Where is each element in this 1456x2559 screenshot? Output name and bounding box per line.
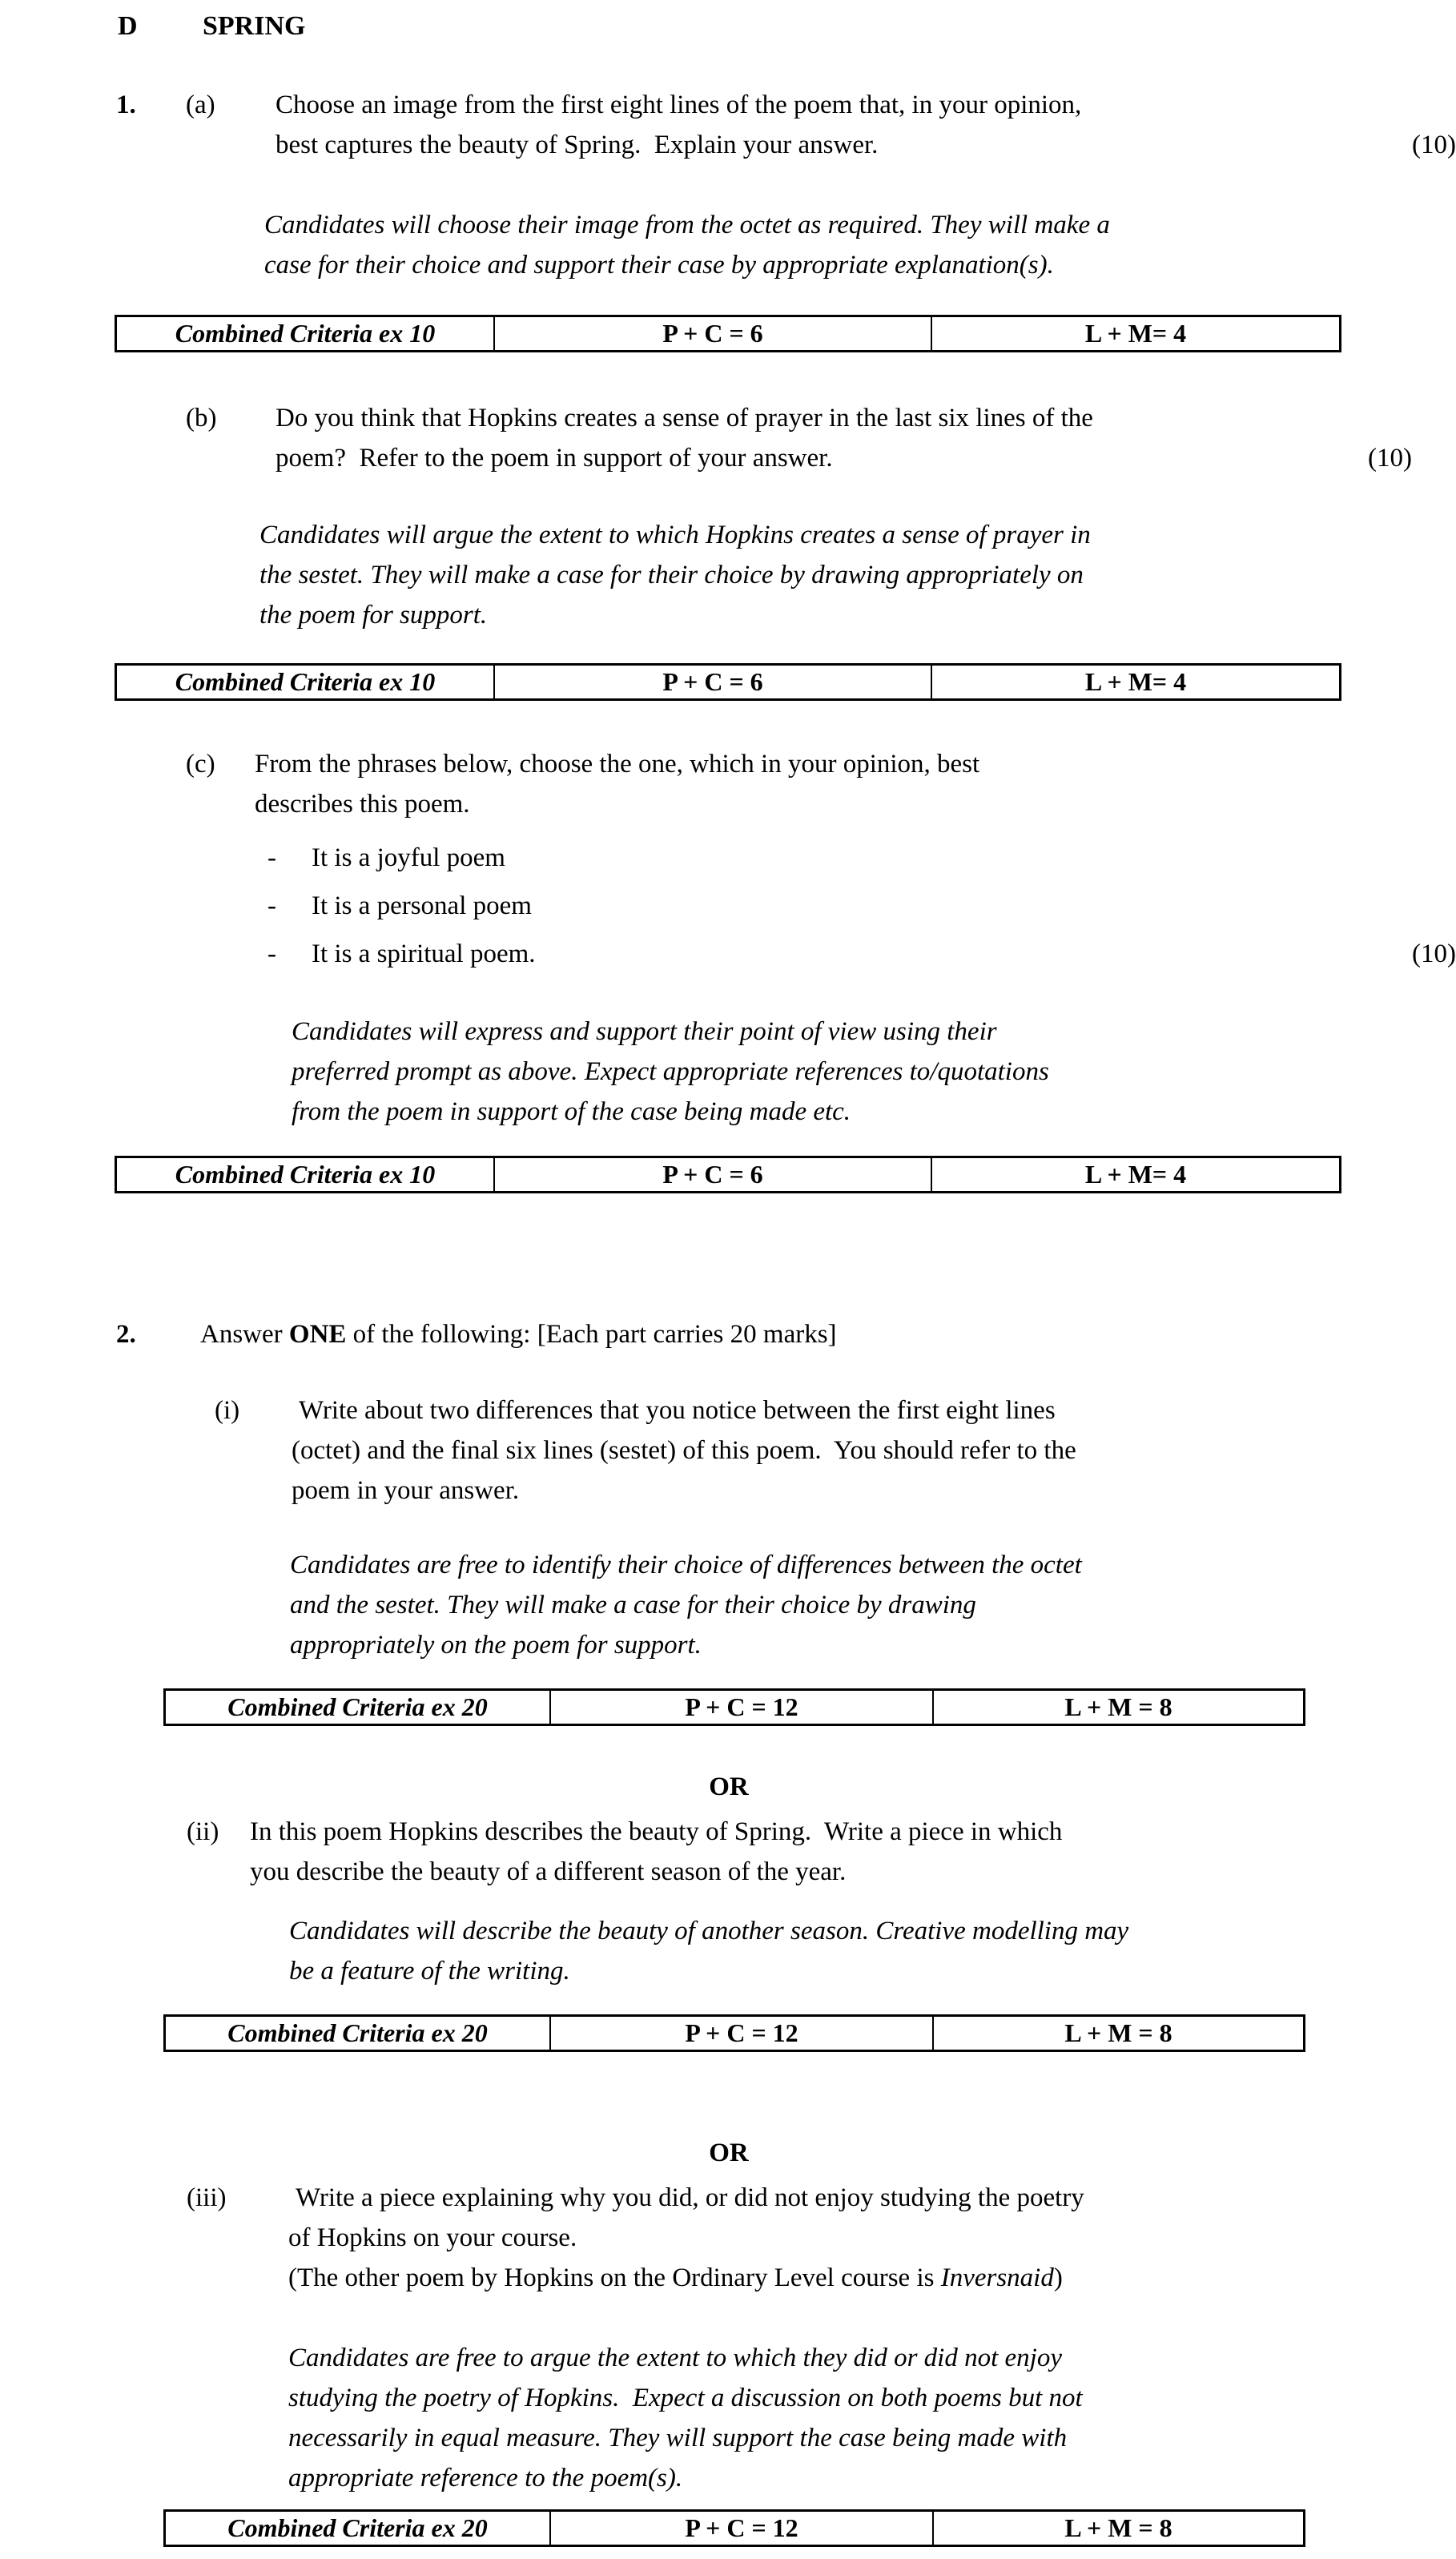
pc-cell: P + C = 12 <box>549 2512 932 2545</box>
guidance-line: from the poem in support of the case being made etc. <box>292 1097 851 1126</box>
dash-bullet: - <box>267 940 276 968</box>
question-intro: Answer ONE of the following: [Each part carries 20 marks] <box>200 1320 837 1349</box>
section-title-row <box>118 6 1456 46</box>
question-label-iii: (iii) <box>187 2183 227 2212</box>
question-line: describes this poem. <box>255 790 470 819</box>
question-line: best captures the beauty of Spring. Explain your answer. (10) <box>276 125 1456 165</box>
question-line: (octet) and the final six lines (sestet) of this poem. You should refer to the <box>292 1436 1076 1465</box>
question-line: In this poem Hopkins describes the beauty of Spring. Write a piece in which <box>250 1817 1063 1846</box>
guidance-2iii <box>288 2338 1456 2498</box>
criteria-cell: Combined Criteria ex 20 <box>227 2018 488 2047</box>
question-1c <box>186 744 1456 982</box>
guidance-line: preferred prompt as above. Expect appropriate references to/quotations <box>292 1057 1049 1086</box>
marks-badge: (10) <box>1368 444 1412 473</box>
question-line: From the phrases below, choose the one, which in your opinion, best <box>255 750 980 779</box>
question-2iii <box>187 2178 1456 2298</box>
question-label-b: (b) <box>186 404 217 433</box>
option-text: It is a joyful poem <box>312 843 505 872</box>
guidance-line: Candidates will describe the beauty of another season. Creative modelling may <box>289 1917 1129 1945</box>
guidance-line: appropriately on the poem for support. <box>290 1631 702 1660</box>
guidance-line: Candidates will express and support their point of view using their <box>292 1017 997 1046</box>
criteria-cell: Combined Criteria ex 10 <box>175 667 436 696</box>
guidance-line: Candidates are free to identify their choice of differences between the octet <box>290 1551 1082 1579</box>
question-label-ii: (ii) <box>187 1817 219 1846</box>
guidance-line: necessarily in equal measure. They will support the case being made with <box>288 2424 1068 2452</box>
guidance-line: appropriate reference to the poem(s). <box>288 2464 683 2493</box>
criteria-cell: Combined Criteria ex 20 <box>227 2513 488 2542</box>
guidance-line: case for their choice and support their case by appropriate explanation(s). <box>264 251 1054 280</box>
question-number: 2. <box>116 1320 136 1349</box>
guidance-2ii <box>289 1911 1456 1991</box>
question-label-c: (c) <box>186 750 215 779</box>
question-line: Do you think that Hopkins creates a sense of prayer in the last six lines of the <box>276 404 1093 433</box>
dash-bullet: - <box>267 843 276 872</box>
criteria-table-2iii <box>163 2509 1305 2547</box>
option-list <box>255 838 1456 974</box>
guidance-line: Candidates will argue the extent to which Hopkins creates a sense of prayer in <box>259 521 1091 549</box>
or-separator: OR <box>709 1772 749 1801</box>
question-line: poem in your answer. <box>292 1476 520 1505</box>
pc-cell: P + C = 6 <box>493 1158 931 1191</box>
guidance-line: Candidates are free to argue the extent to which they did or did not enjoy <box>288 2344 1062 2372</box>
guidance-1b <box>259 515 1456 635</box>
guidance-line: the poem for support. <box>259 601 488 630</box>
lm-cell: L + M = 8 <box>932 2017 1303 2050</box>
question-label-a: (a) <box>186 91 215 119</box>
question-2 <box>116 1314 1456 1354</box>
criteria-cell: Combined Criteria ex 20 <box>227 1692 488 1721</box>
criteria-cell: Combined Criteria ex 10 <box>175 319 436 348</box>
question-2ii <box>187 1812 1456 1892</box>
lm-cell: L + M = 8 <box>932 2512 1303 2545</box>
guidance-line: Candidates will choose their image from the octet as required. They will make a <box>264 211 1110 239</box>
poem-title: Inversnaid <box>940 2263 1054 2292</box>
marks-badge: (10) <box>1412 940 1456 968</box>
lm-cell: L + M = 8 <box>932 1691 1303 1724</box>
criteria-table-1c <box>115 1156 1341 1193</box>
lm-cell: L + M= 4 <box>931 666 1339 698</box>
question-line: poem? Refer to the poem in support of your answer. (10) <box>276 438 1456 478</box>
question-line: of Hopkins on your course. <box>288 2223 577 2252</box>
question-line: Write a piece explaining why you did, or did not enjoy studying the poetry <box>296 2183 1084 2212</box>
pc-cell: P + C = 12 <box>549 2017 932 2050</box>
question-2i <box>215 1390 1456 1511</box>
lm-cell: L + M= 4 <box>931 317 1339 350</box>
or-separator: OR <box>709 2139 749 2167</box>
question-line: you describe the beauty of a different season of the year. <box>250 1857 847 1886</box>
guidance-line: studying the poetry of Hopkins. Expect a discussion on both poems but not <box>288 2384 1083 2412</box>
criteria-cell: Combined Criteria ex 10 <box>175 1160 436 1189</box>
criteria-table-2i <box>163 1688 1305 1726</box>
lm-cell: L + M= 4 <box>931 1158 1339 1191</box>
list-item <box>267 934 1456 974</box>
guidance-1c <box>292 1012 1456 1132</box>
question-1b <box>186 398 1456 478</box>
option-text: It is a personal poem <box>312 891 532 920</box>
question-line: Write about two differences that you notice between the first eight lines <box>299 1396 1056 1425</box>
question-number: 1. <box>116 91 136 119</box>
question-1a <box>116 85 1456 165</box>
section-title: SPRING <box>203 11 306 41</box>
dash-bullet: - <box>267 891 276 920</box>
page <box>0 6 1456 2559</box>
guidance-line: be a feature of the writing. <box>289 1957 570 1986</box>
pc-cell: P + C = 6 <box>493 317 931 350</box>
guidance-2i <box>290 1545 1456 1665</box>
guidance-1a <box>264 205 1456 285</box>
list-item <box>267 886 1456 926</box>
guidance-line: the sestet. They will make a case for their choice by drawing appropriately on <box>259 561 1084 589</box>
pc-cell: P + C = 12 <box>549 1691 932 1724</box>
question-note: (The other poem by Hopkins on the Ordinary Level course is Inversnaid) <box>288 2263 1063 2292</box>
section-letter: D <box>118 11 138 41</box>
criteria-table-2ii <box>163 2014 1305 2052</box>
criteria-table-1b <box>115 663 1341 701</box>
emphasis-one: ONE <box>288 1320 347 1349</box>
list-item <box>267 838 1456 878</box>
criteria-table-1a <box>115 315 1341 352</box>
question-line: Choose an image from the first eight lines of the poem that, in your opinion, <box>276 91 1082 119</box>
marks-badge: (10) <box>1412 131 1456 159</box>
option-text: It is a spiritual poem. <box>312 940 536 968</box>
question-label-i: (i) <box>215 1396 240 1425</box>
pc-cell: P + C = 6 <box>493 666 931 698</box>
guidance-line: and the sestet. They will make a case for their choice by drawing <box>290 1591 976 1619</box>
